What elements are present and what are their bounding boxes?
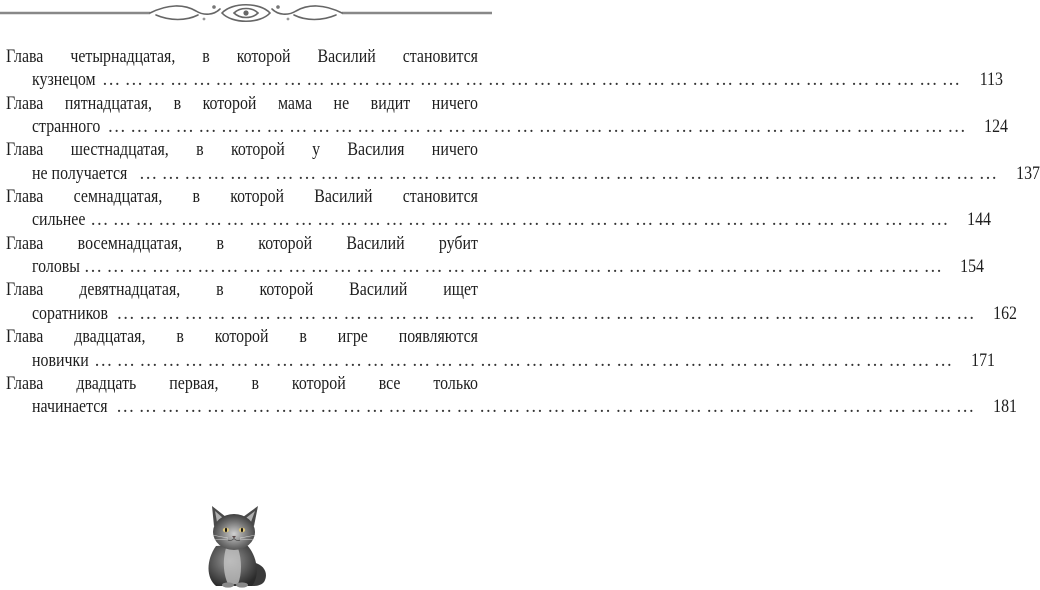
dot-leader: …………………………………………………………………………………………………… bbox=[93, 350, 957, 371]
entry-title: Глава четырнадцатая, в которой Василий становится bbox=[6, 47, 478, 67]
entry-title: Глава двадцать первая, в которой все только bbox=[6, 373, 478, 394]
toc-entry[interactable] bbox=[6, 46, 1003, 93]
toc-entry[interactable] bbox=[6, 139, 1040, 186]
toc-entry[interactable] bbox=[6, 326, 995, 373]
ornamental-divider-icon bbox=[0, 0, 492, 26]
sitting-cat-icon bbox=[198, 502, 272, 588]
entry-title: Глава шестнадцатая, в которой у Василия ничего bbox=[6, 140, 478, 161]
dot-leader: …………………………………………………………………………………………………… bbox=[138, 163, 1002, 184]
entry-title: Глава восемнадцатая, в которой Василий рубит bbox=[6, 233, 478, 254]
table-of-contents bbox=[6, 46, 1040, 420]
entry-title-continuation: странного bbox=[32, 117, 101, 138]
entry-title-continuation: не получается bbox=[32, 163, 128, 184]
toc-entry[interactable] bbox=[6, 373, 1017, 420]
entry-title-continuation: головы bbox=[32, 257, 80, 278]
page-number: 144 bbox=[966, 210, 991, 231]
dot-leader: …………………………………………………………………………………………………… bbox=[90, 210, 953, 231]
dot-leader: …………………………………………………………………………………………………… bbox=[115, 397, 979, 418]
page-number: 113 bbox=[979, 70, 1003, 91]
entry-title-continuation: сильнее bbox=[32, 210, 86, 231]
entry-title: Глава девятнадцатая, в которой Василий ищет bbox=[6, 280, 478, 301]
dot-leader: …………………………………………………………………………………………………… bbox=[107, 117, 971, 138]
entry-title: Глава двадцатая, в которой в игре появляются bbox=[6, 327, 478, 348]
dot-leader: …………………………………………………………………………………………………… bbox=[83, 257, 947, 278]
entry-title-continuation: кузнецом bbox=[32, 70, 96, 91]
dot-leader: …………………………………………………………………………………………………… bbox=[101, 70, 965, 91]
entry-title-continuation: новички bbox=[32, 350, 89, 371]
entry-title-continuation: начинается bbox=[32, 397, 108, 418]
page-number: 124 bbox=[984, 117, 1009, 138]
dot-leader: …………………………………………………………………………………………………… bbox=[116, 303, 979, 324]
page-number: 171 bbox=[970, 350, 995, 371]
page-number: 162 bbox=[993, 303, 1017, 324]
page-number: 154 bbox=[960, 257, 985, 278]
page-number: 181 bbox=[992, 397, 1017, 418]
toc-entry[interactable] bbox=[6, 233, 985, 280]
toc-entry[interactable] bbox=[6, 186, 991, 233]
entry-title-continuation: соратников bbox=[32, 303, 109, 324]
page-number: 137 bbox=[1015, 163, 1040, 184]
entry-title: Глава семнадцатая, в которой Василий становится bbox=[6, 187, 478, 208]
toc-entry[interactable] bbox=[6, 93, 1009, 140]
entry-title: Глава пятнадцатая, в которой мама не видит ничего bbox=[6, 93, 478, 114]
toc-entry[interactable] bbox=[6, 279, 1017, 326]
